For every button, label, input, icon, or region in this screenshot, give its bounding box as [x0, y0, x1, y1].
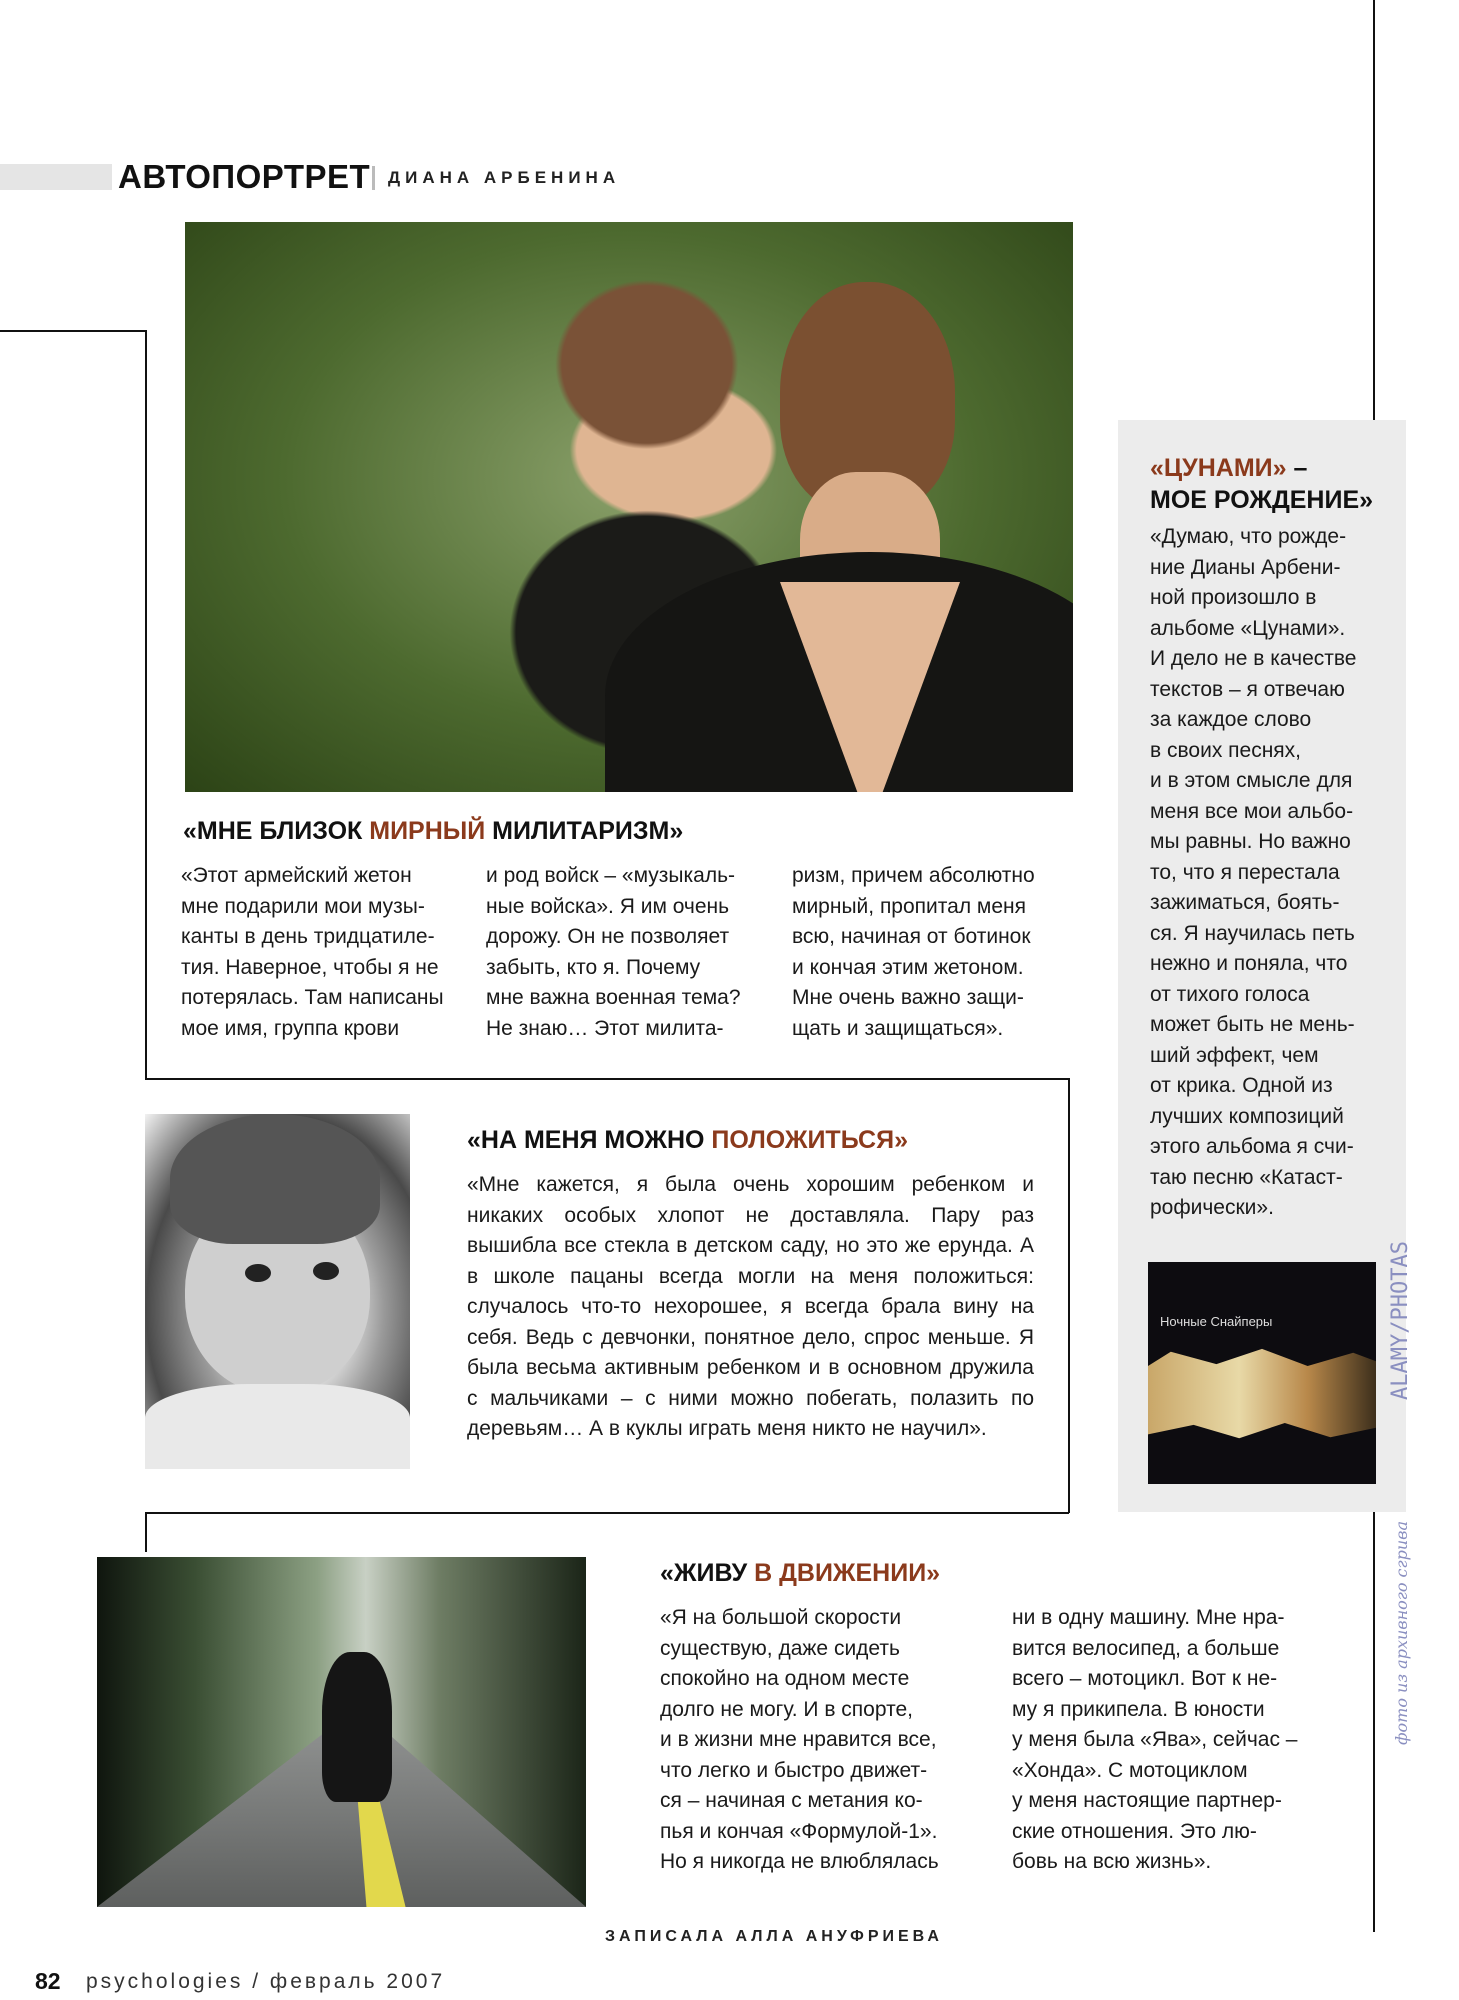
- child-collar: [145, 1384, 410, 1469]
- frame-line: [145, 1512, 147, 1552]
- quote-title-3: [660, 1558, 940, 1588]
- page-number: 82: [35, 1968, 61, 1994]
- photo-credit: ALAMY/PHOTAS: [1388, 1241, 1413, 1400]
- title-part: «НА МЕНЯ МОЖНО: [467, 1126, 712, 1154]
- author-credit: ЗАПИСАЛА АЛЛА АНУФРИЕВА: [605, 1928, 943, 1945]
- sidebar-title: [1150, 452, 1373, 516]
- frame-line: [0, 330, 145, 332]
- frame-line: [145, 1078, 1070, 1080]
- header-separator: [372, 166, 375, 190]
- quote-title-1: [183, 816, 683, 846]
- quote-1-col-1: «Этот армейский жетон мне подарили мои музы- канты в день тридцатиле- тия. Наверное, чтобы я не потерялась. Там написаны мое имя, группа крови: [181, 864, 444, 1040]
- quote-1-col-2: и род войск – «музыкаль- ные войска». Я им очень дорожу. Он не позволяет забыть, кто я. Почему мне важна военная тема? Не знаю… Этот милита-: [486, 864, 741, 1040]
- child-eye: [245, 1264, 271, 1282]
- frame-line: [1068, 1078, 1070, 1513]
- handwritten-note: фото из архивного сгрива: [1392, 1520, 1411, 1745]
- album-cover: [1148, 1262, 1376, 1484]
- quote-1-col-3: ризм, причем абсолютно мирный, пропитал меня всю, начиная от ботинок и кончая этим жетоном. Мне очень важно защи- щать и защищаться».: [792, 864, 1035, 1040]
- title-part: «ЖИВУ: [660, 1559, 755, 1587]
- sidebar-title-highlight: «ЦУНАМИ»: [1150, 454, 1287, 482]
- quote-title-2: [467, 1125, 908, 1155]
- sidebar-text: «Думаю, что рожде- ние Дианы Арбени- ной произошло в альбоме «Цунами». И дело не в качестве текстов – я отвечаю за каждое слово в своих песнях, и в этом смысле для меня все мои альбо- мы равны. Но важно то, что я перестала зажиматься, боять- ся. Я научилась петь нежно и поняла, что от тихого голоса может быть не мень- ший эффект, чем от крика. Одной из лучших композиций этого альбома я счи- таю песню «Катаст- рофически».: [1150, 525, 1357, 1219]
- main-photo-necklace: [185, 222, 1073, 792]
- title-part: «МНЕ БЛИЗОК: [183, 817, 370, 845]
- title-part: МОЕ РОЖДЕНИЕ»: [1150, 486, 1374, 514]
- title-part: –: [1286, 454, 1308, 482]
- album-torn-paper: [1148, 1347, 1376, 1442]
- child-hair: [170, 1114, 380, 1244]
- motorcycle-photo: [97, 1557, 586, 1907]
- header-accent-bar: [0, 164, 112, 190]
- frame-line: [1373, 1512, 1375, 1932]
- magazine-issue: psychologies / февраль 2007: [86, 1970, 446, 1993]
- author-name: ДИАНА АРБЕНИНА: [388, 168, 621, 187]
- section-title: АВТОПОРТРЕТ: [118, 158, 371, 195]
- frame-line: [145, 330, 147, 1078]
- motorcyclist: [322, 1652, 392, 1802]
- frame-line: [145, 1512, 1069, 1514]
- quote-3-col-1: «Я на большой скорости существую, даже сидеть спокойно на одном месте долго не могу. И в спорте, и в жизни мне нравится все, что легко и быстро движет- ся – начиная с метания ко- пья и кончая «Формулой-1». Но я никогда не влюблялась: [660, 1606, 939, 1873]
- page-rule-right: [1373, 0, 1375, 420]
- quote-3-col-2: ни в одну машину. Мне нра- вится велосипед, а больше всего – мотоцикл. Вот к не- му я прикипела. В юности у меня была «Ява», сейчас – «Хонда». С мотоциклом у меня настоящие партнер- ские отношения. Это лю- бовь на всю жизнь».: [1012, 1606, 1298, 1873]
- child-photo: [145, 1114, 410, 1469]
- title-highlight: В ДВИЖЕНИИ»: [754, 1559, 941, 1587]
- title-highlight: ПОЛОЖИТЬСЯ»: [711, 1126, 908, 1154]
- title-part: МИЛИТАРИЗМ»: [485, 817, 684, 845]
- child-eye: [313, 1262, 339, 1280]
- quote-2-text: «Мне кажется, я была очень хорошим ребенком и никаких особых хлопот не доставляла. Пару раз вышибла все стекла в детском саду, но это же ерунда. А в школе пацаны всегда могли на меня положиться: случалось что-то нехорошее, я всегда брала вину на себя. Ведь с девчонки, понятное дело, спрос меньше. Я была весьма активным ребенком и в основном дружила с мальчиками – с ними можно побегать, полазить по деревьям… А в куклы играть меня никто не научил».: [467, 1173, 1034, 1440]
- album-band-name: Ночные Снайперы: [1160, 1314, 1273, 1329]
- title-highlight: МИРНЫЙ: [369, 817, 486, 845]
